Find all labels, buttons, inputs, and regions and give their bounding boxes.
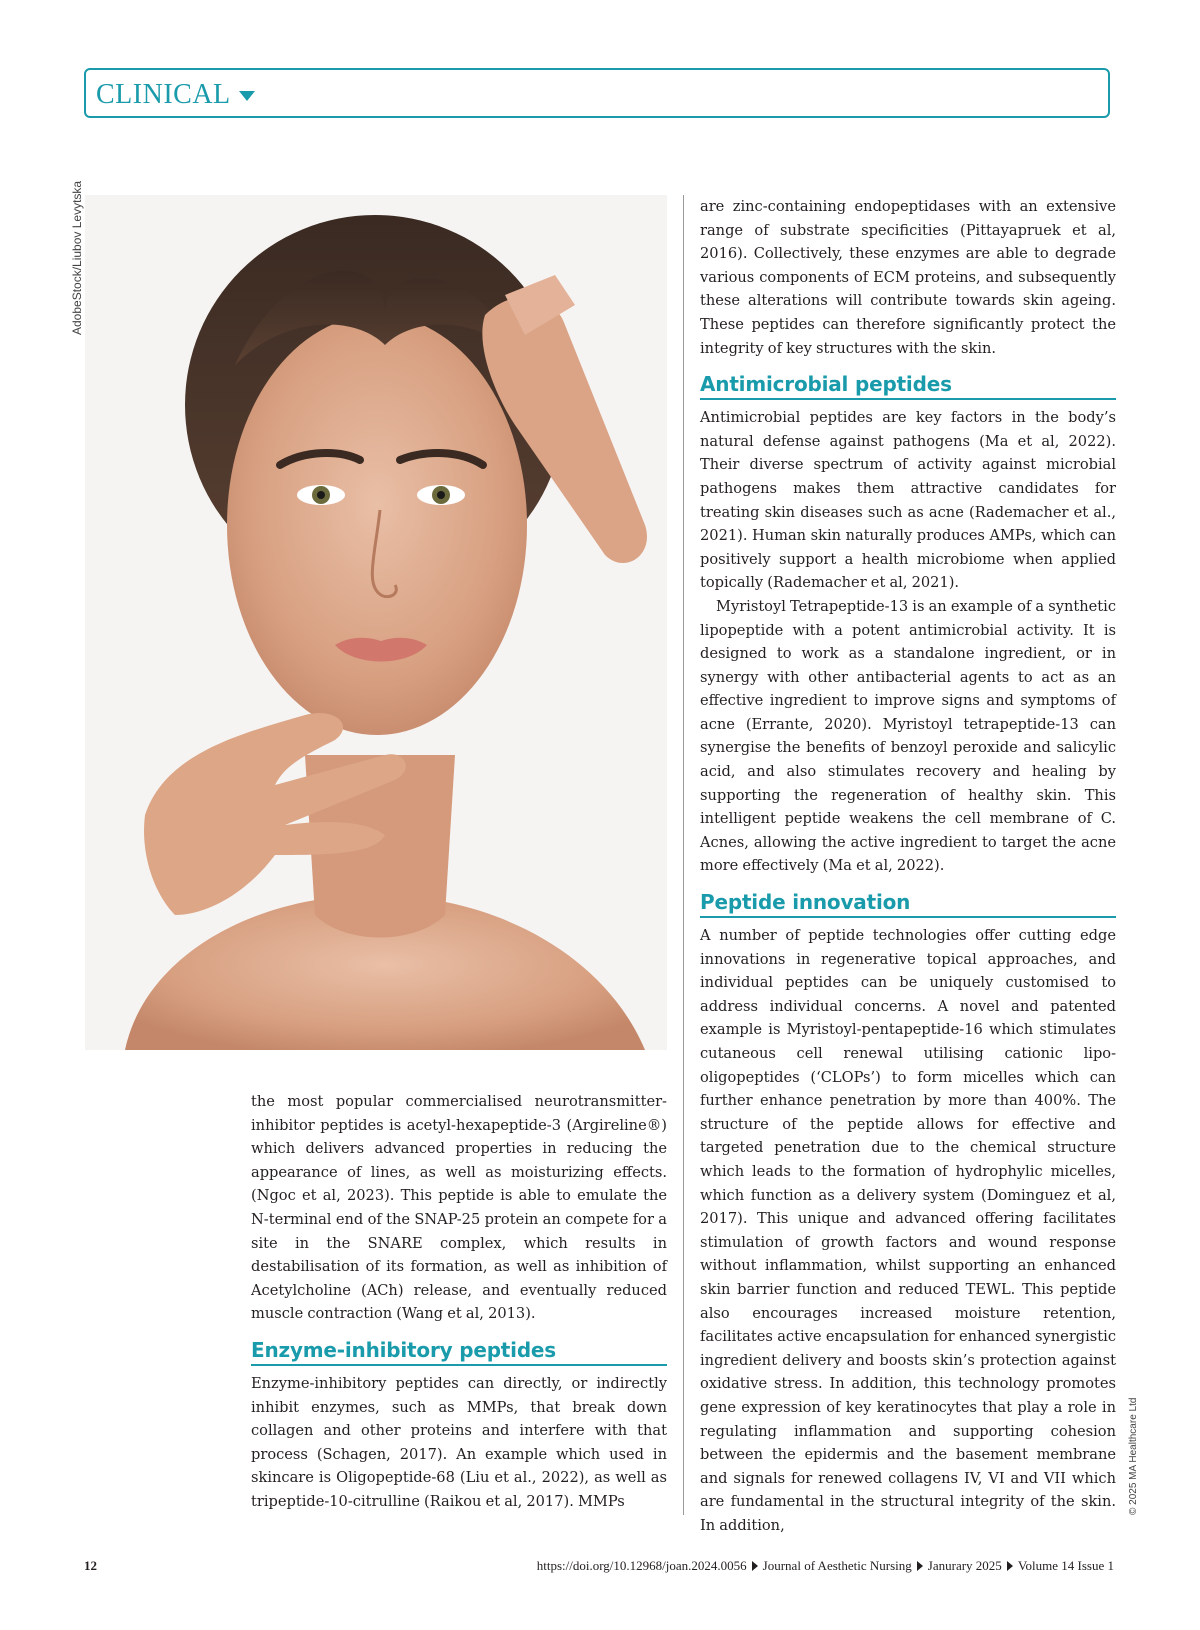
heading-peptide-innovation: Peptide innovation <box>700 890 1116 918</box>
doi-link[interactable]: https://doi.org/10.12968/joan.2024.0056 <box>536 1558 747 1573</box>
paragraph-antimicrobial-2: Myristoyl Tetrapeptide-13 is an example of a synthetic lipopeptide with a potent antimicrobial activity. It is designed to work as a standalone ingredient, or in synergy with other antibacterial agents to act as an effective ingredient to improve signs and symptoms of acne (Errante, 2020). Myristoyl tetrapeptide-13 can synergise the benefits of benzoyl peroxide and salicylic acid, and also stimulates recovery and healing by supporting the regeneration of healthy skin. This intelligent peptide weakens the cell membrane of C. Acnes, allowing the active ingredient to target the acne more effectively (Ma et al, 2022). <box>700 597 1116 875</box>
issue-date: Janurary 2025 <box>927 1558 1002 1573</box>
right-column <box>700 195 1116 1537</box>
column-divider <box>683 195 684 1515</box>
portrait-photo <box>85 195 667 1050</box>
portrait-illustration <box>85 195 667 1050</box>
page-number: 12 <box>84 1558 97 1573</box>
paragraph-neurotransmitter: the most popular commercialised neurotransmitter-inhibitor peptides is acetyl-hexapeptide-3 (Argireline®) which delivers advanced properties in reducing the appearance of lines, as well as moisturizing effects. (Ngoc et al, 2023). This peptide is able to emulate the N-terminal end of the SNAP-25 protein an compete for a site in the SNARE complex, which results in destabilisation of its formation, as well as inhibition of Acetylcholine (ACh) release, and eventually reduced muscle contraction (Wang et al, 2013). <box>251 1093 667 1323</box>
triangle-right-icon <box>752 1561 758 1571</box>
section-header <box>84 68 1110 118</box>
heading-antimicrobial: Antimicrobial peptides <box>700 372 1116 400</box>
triangle-down-icon <box>239 91 255 101</box>
section-label <box>96 79 255 111</box>
volume-issue: Volume 14 Issue 1 <box>1017 1558 1114 1573</box>
journal-name: Journal of Aesthetic Nursing <box>762 1558 912 1573</box>
triangle-right-icon <box>917 1561 923 1571</box>
paragraph-peptide-innovation: A number of peptide technologies offer cutting edge innovations in regenerative topical approaches, and individual peptides can be uniquely customised to address individual concerns. A novel and patented example is Myristoyl-pentapeptide-16 which stimulates cutaneous cell renewal utilising cationic lipo-oligopeptides (‘CLOPs’) to form micelles which can further enhance penetration by more than 400%. The structure of the peptide allows for effective and targeted penetration due to the chemical structure which leads to the formation of hydrophylic micelles, which function as a delivery system (Dominguez et al, 2017). This unique and advanced offering facilitates stimulation of growth factors and wound response without inflammation, whilst supporting an enhanced skin barrier function and reduced TEWL. This peptide also encourages increased moisture retention, facilitates active encapsulation for enhanced synergistic ingredient delivery and boosts skin’s protection against oxidative stress. In addition, this technology promotes gene expression of key keratinocytes that play a role in regulating inflammation and supporting cohesion between the epidermis and the basement membrane and signals for renewed collagens IV, VI and VII which are fundamental in the structural integrity of the skin. In addition, <box>700 927 1116 1534</box>
paragraph-enzyme-inhibitory: Enzyme-inhibitory peptides can directly, or indirectly inhibit enzymes, such as MMPs, that break down collagen and other proteins and interfere with that process (Schagen, 2017). An example which used in skincare is Oligopeptide-68 (Liu et al., 2022), as well as tripeptide-10-citrulline (Raikou et al, 2017). MMPs <box>251 1374 667 1510</box>
footer-citation <box>537 1558 1114 1574</box>
triangle-right-icon <box>1007 1561 1013 1571</box>
heading-enzyme-inhibitory: Enzyme-inhibitory peptides <box>251 1338 667 1366</box>
copyright-notice: © 2025 MA Healthcare Ltd <box>1128 1397 1139 1515</box>
left-column <box>251 1090 667 1514</box>
section-label-text: CLINICAL <box>96 79 231 110</box>
paragraph-antimicrobial-1: Antimicrobial peptides are key factors in the body’s natural defense against pathogens (Ma et al, 2022). Their diverse spectrum of activity against microbial pathogens makes them attractive candidates for treating skin diseases such as acne (Rademacher et al., 2021). Human skin naturally produces AMPs, which can positively support a health microbiome when applied topically (Rademacher et al, 2021). <box>700 409 1116 592</box>
paragraph-mmp-continued: are zinc-containing endopeptidases with an extensive range of substrate specificities (Pittayapruek et al, 2016). Collectively, these enzymes are able to degrade various components of ECM proteins, and subsequently these alterations will contribute towards skin ageing. These peptides can therefore significantly protect the integrity of key structures with the skin. <box>700 198 1116 357</box>
photo-credit: AdobeStock/Liubov Levytska <box>70 180 84 335</box>
